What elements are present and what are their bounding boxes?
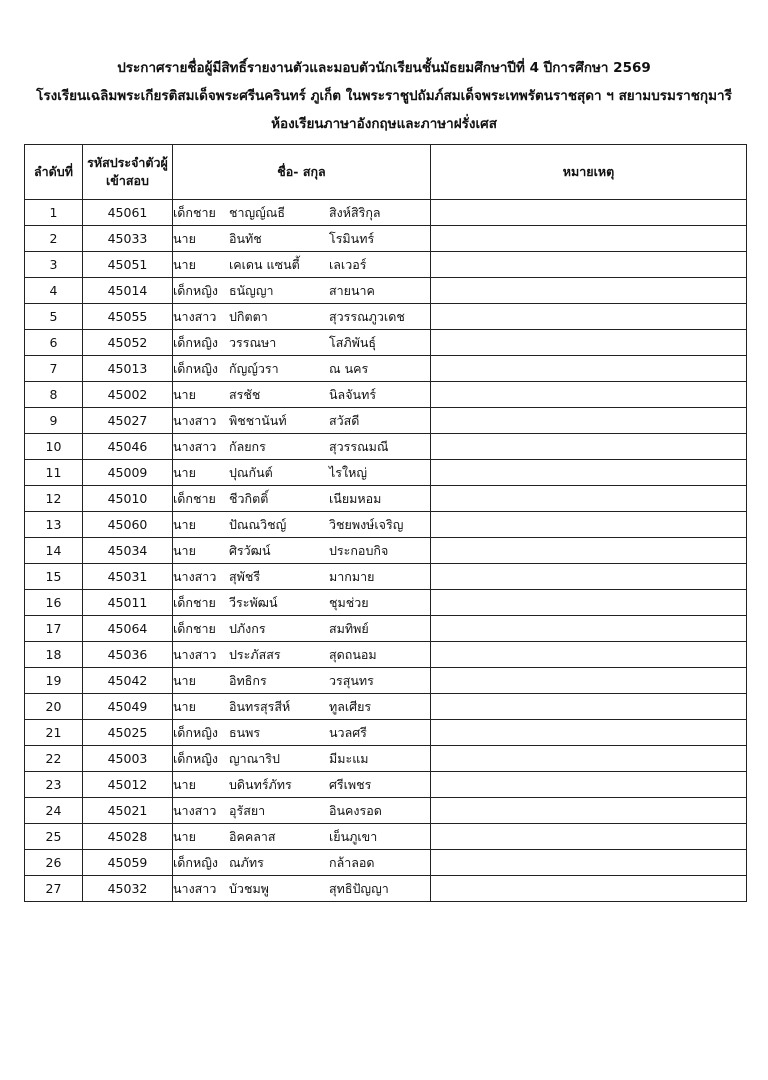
remark-cell bbox=[431, 642, 747, 668]
remark-cell bbox=[431, 850, 747, 876]
name-prefix: เด็กหญิง bbox=[173, 282, 218, 298]
remark-cell bbox=[431, 694, 747, 720]
first-name: ปุณกันต์ bbox=[229, 464, 273, 480]
name-prefix: นาย bbox=[173, 386, 196, 402]
header-exam-id-line1: รหัสประจำตัวผู้ bbox=[87, 155, 168, 170]
remark-cell bbox=[431, 278, 747, 304]
table-row bbox=[25, 330, 747, 356]
order-number-cell: 2 bbox=[25, 226, 83, 252]
header-exam-id-line2: เข้าสอบ bbox=[106, 173, 149, 188]
exam-id-cell: 45032 bbox=[83, 876, 173, 902]
student-roster-table bbox=[24, 144, 747, 902]
name-prefix: นาย bbox=[173, 464, 196, 480]
order-number-cell: 3 bbox=[25, 252, 83, 278]
first-name: ชีวกิตติ์ bbox=[229, 490, 269, 506]
exam-id-cell: 45010 bbox=[83, 486, 173, 512]
name-prefix: เด็กชาย bbox=[173, 620, 216, 636]
name-prefix: นางสาว bbox=[173, 438, 217, 454]
remark-cell bbox=[431, 304, 747, 330]
full-name-cell bbox=[173, 564, 431, 590]
table-row bbox=[25, 616, 747, 642]
exam-id-cell: 45055 bbox=[83, 304, 173, 330]
first-name: อุรัสยา bbox=[229, 802, 266, 818]
name-prefix: เด็กชาย bbox=[173, 490, 216, 506]
full-name-cell bbox=[173, 434, 431, 460]
table-row bbox=[25, 304, 747, 330]
first-name: วรรณษา bbox=[229, 334, 277, 350]
remark-cell bbox=[431, 590, 747, 616]
order-number-cell: 1 bbox=[25, 200, 83, 226]
order-number-cell: 25 bbox=[25, 824, 83, 850]
remark-cell bbox=[431, 460, 747, 486]
full-name-cell bbox=[173, 538, 431, 564]
remark-cell bbox=[431, 382, 747, 408]
exam-id-cell: 45036 bbox=[83, 642, 173, 668]
name-prefix: นาย bbox=[173, 672, 196, 688]
table-row bbox=[25, 408, 747, 434]
announcement-title: ประกาศรายชื่อผู้มีสิทธิ์รายงานตัวและมอบตัวนักเรียนชั้นมัธยมศึกษาปีที่ 4 ปีการศึกษา 2569 bbox=[117, 60, 651, 76]
exam-id-cell: 45049 bbox=[83, 694, 173, 720]
full-name-cell bbox=[173, 252, 431, 278]
full-name-cell bbox=[173, 694, 431, 720]
order-number-cell: 14 bbox=[25, 538, 83, 564]
first-name: พิชชานันท์ bbox=[229, 412, 287, 428]
last-name: ทูลเศียร bbox=[329, 698, 372, 714]
last-name: สุดถนอม bbox=[329, 646, 377, 662]
order-number-cell: 19 bbox=[25, 668, 83, 694]
full-name-cell bbox=[173, 720, 431, 746]
remark-cell bbox=[431, 356, 747, 382]
full-name-cell bbox=[173, 278, 431, 304]
remark-cell bbox=[431, 434, 747, 460]
exam-id-cell: 45027 bbox=[83, 408, 173, 434]
first-name: อิทธิกร bbox=[229, 672, 267, 688]
first-name: อินทรสุรสีห์ bbox=[229, 698, 291, 714]
name-prefix: นาย bbox=[173, 828, 196, 844]
name-prefix: เด็กหญิง bbox=[173, 724, 218, 740]
exam-id-cell: 45046 bbox=[83, 434, 173, 460]
exam-id-cell: 45061 bbox=[83, 200, 173, 226]
full-name-cell bbox=[173, 824, 431, 850]
order-number-cell: 26 bbox=[25, 850, 83, 876]
order-number-cell: 10 bbox=[25, 434, 83, 460]
order-number-cell: 4 bbox=[25, 278, 83, 304]
first-name: บัวชมพู bbox=[229, 880, 269, 896]
last-name: โรมินทร์ bbox=[329, 230, 375, 246]
table-row bbox=[25, 382, 747, 408]
remark-cell bbox=[431, 772, 747, 798]
last-name: นิลจันทร์ bbox=[329, 386, 377, 402]
remark-cell bbox=[431, 616, 747, 642]
last-name: สุทธิปัญญา bbox=[329, 880, 389, 896]
header-remark: หมายเหตุ bbox=[431, 145, 747, 200]
exam-id-cell: 45025 bbox=[83, 720, 173, 746]
last-name: เนียมหอม bbox=[329, 490, 382, 506]
table-row bbox=[25, 200, 747, 226]
remark-cell bbox=[431, 824, 747, 850]
last-name: โสภิพันธุ์ bbox=[329, 334, 376, 350]
first-name: อิคคลาส bbox=[229, 828, 276, 844]
table-row bbox=[25, 434, 747, 460]
first-name: ประภัสสร bbox=[229, 646, 281, 662]
order-number-cell: 18 bbox=[25, 642, 83, 668]
last-name: อินคงรอด bbox=[329, 802, 382, 818]
table-row bbox=[25, 668, 747, 694]
last-name: สายนาค bbox=[329, 282, 375, 298]
first-name: ชาญญ์ณธี bbox=[229, 204, 286, 220]
table-row bbox=[25, 486, 747, 512]
full-name-cell bbox=[173, 226, 431, 252]
exam-id-cell: 45013 bbox=[83, 356, 173, 382]
table-row bbox=[25, 252, 747, 278]
full-name-cell bbox=[173, 408, 431, 434]
last-name: ศรีเพชร bbox=[329, 776, 372, 792]
first-name: ปัณณวิชญ์ bbox=[229, 516, 287, 532]
name-prefix: นางสาว bbox=[173, 568, 217, 584]
name-prefix: นางสาว bbox=[173, 646, 217, 662]
last-name: สิงห์สิริกุล bbox=[329, 204, 381, 220]
full-name-cell bbox=[173, 668, 431, 694]
first-name: ธนพร bbox=[229, 724, 261, 740]
last-name: สุวรรณมณี bbox=[329, 438, 389, 454]
last-name: วรสุนทร bbox=[329, 672, 374, 688]
name-prefix: เด็กหญิง bbox=[173, 334, 218, 350]
remark-cell bbox=[431, 876, 747, 902]
last-name: เลเวอร์ bbox=[329, 256, 367, 272]
remark-cell bbox=[431, 512, 747, 538]
remark-cell bbox=[431, 746, 747, 772]
table-row bbox=[25, 460, 747, 486]
last-name: กล้าลอด bbox=[329, 854, 375, 870]
table-row bbox=[25, 538, 747, 564]
order-number-cell: 17 bbox=[25, 616, 83, 642]
order-number-cell: 16 bbox=[25, 590, 83, 616]
table-row bbox=[25, 720, 747, 746]
full-name-cell bbox=[173, 772, 431, 798]
first-name: ปกิตตา bbox=[229, 308, 268, 324]
order-number-cell: 8 bbox=[25, 382, 83, 408]
order-number-cell: 13 bbox=[25, 512, 83, 538]
table-row bbox=[25, 226, 747, 252]
full-name-cell bbox=[173, 746, 431, 772]
last-name: สุวรรณภูวเดช bbox=[329, 308, 405, 324]
remark-cell bbox=[431, 538, 747, 564]
full-name-cell bbox=[173, 486, 431, 512]
name-prefix: นางสาว bbox=[173, 308, 217, 324]
exam-id-cell: 45012 bbox=[83, 772, 173, 798]
exam-id-cell: 45059 bbox=[83, 850, 173, 876]
first-name: สรชัช bbox=[229, 386, 261, 402]
last-name: ณ นคร bbox=[329, 360, 369, 376]
exam-id-cell: 45064 bbox=[83, 616, 173, 642]
full-name-cell bbox=[173, 512, 431, 538]
remark-cell bbox=[431, 330, 747, 356]
first-name: กัญญ์วรา bbox=[229, 360, 279, 376]
last-name: ไรใหญ่ bbox=[329, 464, 367, 480]
remark-cell bbox=[431, 668, 747, 694]
remark-cell bbox=[431, 200, 747, 226]
full-name-cell bbox=[173, 798, 431, 824]
full-name-cell bbox=[173, 460, 431, 486]
first-name: วีระพัฒน์ bbox=[229, 594, 278, 610]
exam-id-cell: 45060 bbox=[83, 512, 173, 538]
table-row bbox=[25, 590, 747, 616]
first-name: ปภังกร bbox=[229, 620, 266, 636]
table-row bbox=[25, 642, 747, 668]
exam-id-cell: 45042 bbox=[83, 668, 173, 694]
school-name: โรงเรียนเฉลิมพระเกียรติสมเด็จพระศรีนครินทร์ ภูเก็ต ในพระราชูปถัมภ์สมเด็จพระเทพรัตนราชสุดา ฯ สยามบรมราชกุมารี bbox=[36, 88, 732, 104]
first-name: เคเดน แซนตี้ bbox=[229, 256, 300, 272]
exam-id-cell: 45052 bbox=[83, 330, 173, 356]
exam-id-cell: 45002 bbox=[83, 382, 173, 408]
exam-id-cell: 45009 bbox=[83, 460, 173, 486]
first-name: ณภัทร bbox=[229, 854, 264, 870]
header-full-name: ชื่อ- สกุล bbox=[173, 145, 431, 200]
exam-id-cell: 45033 bbox=[83, 226, 173, 252]
exam-id-cell: 45051 bbox=[83, 252, 173, 278]
name-prefix: นางสาว bbox=[173, 412, 217, 428]
header-order-number: ลำดับที่ bbox=[25, 145, 83, 200]
full-name-cell bbox=[173, 616, 431, 642]
name-prefix: นาย bbox=[173, 776, 196, 792]
full-name-cell bbox=[173, 382, 431, 408]
last-name: ประกอบกิจ bbox=[329, 542, 389, 558]
exam-id-cell: 45031 bbox=[83, 564, 173, 590]
remark-cell bbox=[431, 486, 747, 512]
full-name-cell bbox=[173, 850, 431, 876]
name-prefix: นาย bbox=[173, 230, 196, 246]
order-number-cell: 15 bbox=[25, 564, 83, 590]
last-name: วิชยพงษ์เจริญ bbox=[329, 516, 404, 532]
exam-id-cell: 45014 bbox=[83, 278, 173, 304]
document-header bbox=[0, 54, 768, 138]
full-name-cell bbox=[173, 876, 431, 902]
order-number-cell: 21 bbox=[25, 720, 83, 746]
full-name-cell bbox=[173, 200, 431, 226]
order-number-cell: 27 bbox=[25, 876, 83, 902]
full-name-cell bbox=[173, 642, 431, 668]
exam-id-cell: 45003 bbox=[83, 746, 173, 772]
table-row bbox=[25, 356, 747, 382]
name-prefix: เด็กหญิง bbox=[173, 360, 218, 376]
remark-cell bbox=[431, 720, 747, 746]
first-name: บดินทร์ภัทร bbox=[229, 776, 292, 792]
name-prefix: นางสาว bbox=[173, 880, 217, 896]
header-exam-id bbox=[83, 145, 173, 200]
full-name-cell bbox=[173, 304, 431, 330]
order-number-cell: 6 bbox=[25, 330, 83, 356]
remark-cell bbox=[431, 798, 747, 824]
full-name-cell bbox=[173, 590, 431, 616]
order-number-cell: 11 bbox=[25, 460, 83, 486]
name-prefix: เด็กชาย bbox=[173, 204, 216, 220]
order-number-cell: 7 bbox=[25, 356, 83, 382]
last-name: มีมะแม bbox=[329, 750, 369, 766]
remark-cell bbox=[431, 252, 747, 278]
table-header-row bbox=[25, 145, 747, 200]
first-name: ศิรวัฒน์ bbox=[229, 542, 271, 558]
first-name: ธนัญญา bbox=[229, 282, 274, 298]
last-name: ชุมช่วย bbox=[329, 594, 369, 610]
exam-id-cell: 45028 bbox=[83, 824, 173, 850]
order-number-cell: 12 bbox=[25, 486, 83, 512]
roster-body bbox=[25, 200, 747, 902]
first-name: อินทัช bbox=[229, 230, 262, 246]
name-prefix: เด็กหญิง bbox=[173, 750, 218, 766]
table-row bbox=[25, 798, 747, 824]
name-prefix: นาย bbox=[173, 256, 196, 272]
program-name: ห้องเรียนภาษาอังกฤษและภาษาฝรั่งเศส bbox=[271, 116, 497, 132]
table-row bbox=[25, 564, 747, 590]
table-row bbox=[25, 850, 747, 876]
last-name: สมทิพย์ bbox=[329, 620, 369, 636]
order-number-cell: 5 bbox=[25, 304, 83, 330]
name-prefix: นางสาว bbox=[173, 802, 217, 818]
exam-id-cell: 45021 bbox=[83, 798, 173, 824]
full-name-cell bbox=[173, 356, 431, 382]
exam-id-cell: 45011 bbox=[83, 590, 173, 616]
first-name: กัลยกร bbox=[229, 438, 266, 454]
table-row bbox=[25, 772, 747, 798]
remark-cell bbox=[431, 226, 747, 252]
name-prefix: นาย bbox=[173, 516, 196, 532]
table-row bbox=[25, 876, 747, 902]
exam-id-cell: 45034 bbox=[83, 538, 173, 564]
table-row bbox=[25, 824, 747, 850]
table-row bbox=[25, 512, 747, 538]
name-prefix: เด็กหญิง bbox=[173, 854, 218, 870]
remark-cell bbox=[431, 564, 747, 590]
name-prefix: เด็กชาย bbox=[173, 594, 216, 610]
last-name: เย็นภูเขา bbox=[329, 828, 378, 844]
name-prefix: นาย bbox=[173, 698, 196, 714]
order-number-cell: 22 bbox=[25, 746, 83, 772]
last-name: นวลศรี bbox=[329, 724, 367, 740]
last-name: สวัสดี bbox=[329, 412, 360, 428]
last-name: มากมาย bbox=[329, 568, 375, 584]
order-number-cell: 9 bbox=[25, 408, 83, 434]
order-number-cell: 20 bbox=[25, 694, 83, 720]
order-number-cell: 23 bbox=[25, 772, 83, 798]
first-name: สุพัชรี bbox=[229, 568, 261, 584]
first-name: ญาณาริป bbox=[229, 750, 280, 766]
table-row bbox=[25, 694, 747, 720]
name-prefix: นาย bbox=[173, 542, 196, 558]
remark-cell bbox=[431, 408, 747, 434]
table-row bbox=[25, 746, 747, 772]
order-number-cell: 24 bbox=[25, 798, 83, 824]
full-name-cell bbox=[173, 330, 431, 356]
table-row bbox=[25, 278, 747, 304]
